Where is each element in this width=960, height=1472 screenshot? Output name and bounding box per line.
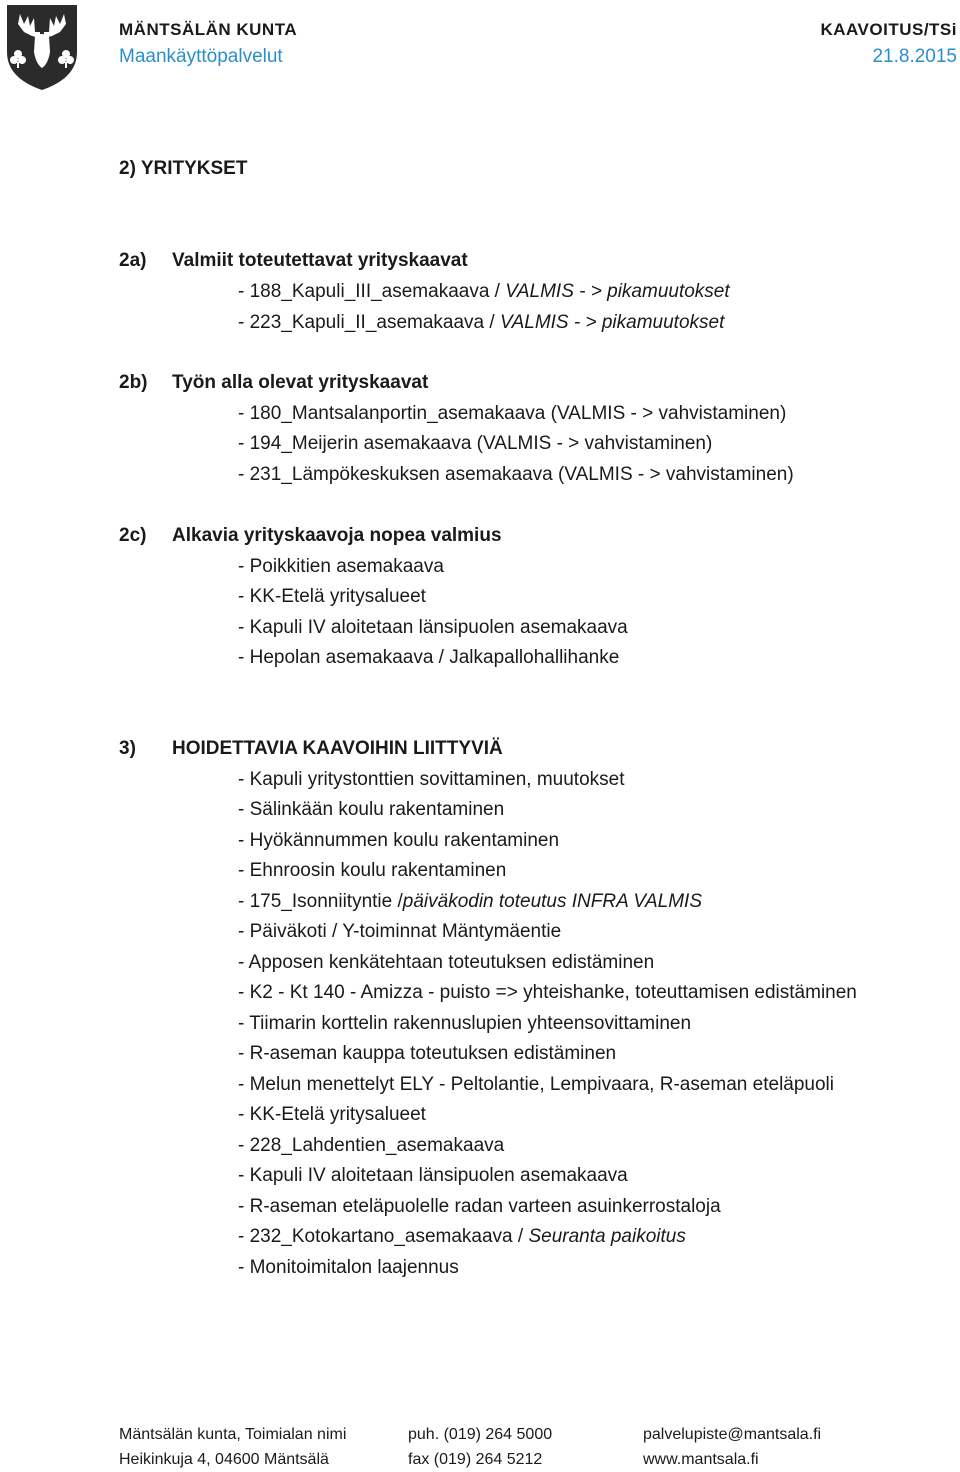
section-title: 2) YRITYKSET bbox=[119, 158, 248, 179]
list-item: - KK-Etelä yritysalueet bbox=[238, 586, 426, 607]
list-item: - Päiväkoti / Y-toiminnat Mäntymäentie bbox=[238, 921, 562, 942]
list-item: - 223_Kapuli_II_asemakaava / VALMIS - > pikamuutokset bbox=[238, 312, 725, 333]
list-item: - Kapuli IV aloitetaan länsipuolen asemakaava bbox=[238, 1165, 628, 1186]
list-item: - 228_Lahdentien_asemakaava bbox=[238, 1135, 505, 1156]
moose-crest-icon bbox=[4, 2, 80, 92]
list-item: - Poikkitien asemakaava bbox=[238, 556, 444, 577]
list-item: - Kapuli IV aloitetaan länsipuolen asemakaava bbox=[238, 617, 628, 638]
subsection-code: 2c) bbox=[119, 525, 147, 546]
footer-website: www.mantsala.fi bbox=[643, 1451, 759, 1468]
list-item: - Melun menettelyt ELY - Peltolantie, Lempivaara, R-aseman eteläpuoli bbox=[238, 1074, 834, 1095]
footer-email: palvelupiste@mantsala.fi bbox=[643, 1426, 822, 1443]
document-date: 21.8.2015 bbox=[872, 46, 957, 67]
subsection-code: 2b) bbox=[119, 372, 148, 393]
list-item: - KK-Etelä yritysalueet bbox=[238, 1104, 426, 1125]
footer-fax: fax (019) 264 5212 bbox=[408, 1451, 543, 1468]
list-item: - 194_Meijerin asemakaava (VALMIS - > vahvistaminen) bbox=[238, 433, 713, 454]
department-name: Maankäyttöpalvelut bbox=[119, 46, 283, 67]
section-title: HOIDETTAVIA KAAVOIHIN LIITTYVIÄ bbox=[172, 738, 503, 759]
list-item: - Tiimarin korttelin rakennuslupien yhteensovittaminen bbox=[238, 1013, 692, 1034]
list-item: - R-aseman eteläpuolelle radan varteen asuinkerrostaloja bbox=[238, 1196, 721, 1217]
footer-phone: puh. (019) 264 5000 bbox=[408, 1426, 553, 1443]
list-item: - Apposen kenkätehtaan toteutuksen edistäminen bbox=[238, 952, 655, 973]
subsection-title: Alkavia yrityskaavoja nopea valmius bbox=[172, 525, 502, 546]
list-item: - 231_Lämpökeskuksen asemakaava (VALMIS - > vahvistaminen) bbox=[238, 464, 794, 485]
list-item: - 188_Kapuli_III_asemakaava / VALMIS - > pikamuutokset bbox=[238, 281, 730, 302]
list-item: - Sälinkään koulu rakentaminen bbox=[238, 799, 505, 820]
subsection-title: Työn alla olevat yrityskaavat bbox=[172, 372, 429, 393]
list-item: - K2 - Kt 140 - Amizza - puisto => yhteishanke, toteuttamisen edistäminen bbox=[238, 982, 857, 1003]
organization-name: MÄNTSÄLÄN KUNTA bbox=[119, 20, 298, 39]
list-item: - Kapuli yritystonttien sovittaminen, muutokset bbox=[238, 769, 625, 790]
list-item: - 180_Mantsalanportin_asemakaava (VALMIS - > vahvistaminen) bbox=[238, 403, 787, 424]
list-item: - Monitoimitalon laajennus bbox=[238, 1257, 459, 1278]
footer-address-line2: Heikinkuja 4, 04600 Mäntsälä bbox=[119, 1451, 329, 1468]
subsection-code: 2a) bbox=[119, 250, 147, 271]
section-code: 3) bbox=[119, 738, 136, 759]
footer-address-line1: Mäntsälän kunta, Toimialan nimi bbox=[119, 1426, 347, 1443]
document-reference: KAAVOITUS/TSi bbox=[820, 20, 957, 39]
list-item: - Hepolan asemakaava / Jalkapallohallihanke bbox=[238, 647, 620, 668]
list-item: - R-aseman kauppa toteutuksen edistäminen bbox=[238, 1043, 617, 1064]
list-item: - 175_Isonniityntie /päiväkodin toteutus INFRA VALMIS bbox=[238, 891, 702, 912]
list-item: - Hyökännummen koulu rakentaminen bbox=[238, 830, 560, 851]
subsection-title: Valmiit toteutettavat yrityskaavat bbox=[172, 250, 468, 271]
list-item: - Ehnroosin koulu rakentaminen bbox=[238, 860, 507, 881]
list-item: - 232_Kotokartano_asemakaava / Seuranta paikoitus bbox=[238, 1226, 686, 1247]
